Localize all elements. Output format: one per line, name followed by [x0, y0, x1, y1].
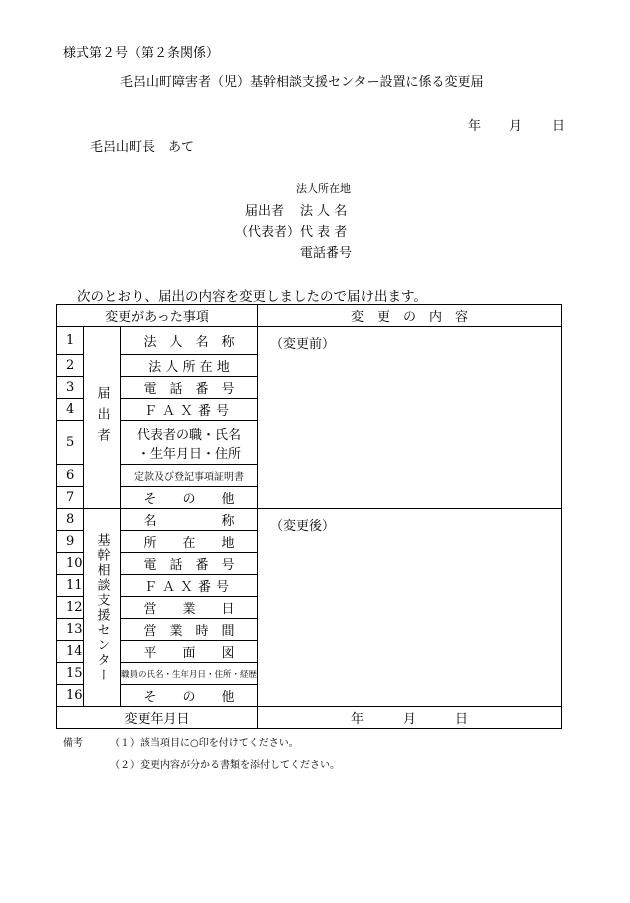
item-label: そ の 他: [121, 487, 258, 509]
row-number: 14: [57, 641, 84, 663]
item-label: 法 人 名 称: [121, 327, 258, 355]
item-label-line2: ・生年月日・住所: [137, 446, 242, 462]
note-item-2: （２）変更内容が分かる書類を添付してください。: [110, 760, 340, 771]
date-month: 月: [509, 119, 523, 134]
row-number: 6: [57, 465, 84, 487]
item-label: 定款及び登記事項証明書: [121, 465, 258, 487]
item-label: 所 在 地: [121, 531, 258, 553]
submitter-label: 届出者: [245, 204, 285, 219]
item-label: 営 業 時 間: [121, 619, 258, 641]
item-label: [121, 421, 258, 465]
row-number: 2: [57, 355, 84, 377]
date-year: 年: [468, 119, 482, 134]
item-label: 営 業 日: [121, 597, 258, 619]
row-number: 9: [57, 531, 84, 553]
item-label-line1: 代表者の職・氏名: [137, 427, 242, 443]
change-table: [56, 304, 562, 729]
change-date-label: 変更年月日: [57, 707, 258, 729]
item-label: 職員の氏名・生年月日・住所・経歴: [121, 663, 258, 685]
after-change-label: （変更後）: [270, 519, 336, 534]
note-item-1: （１）該当項目に○印を付けてください。: [110, 738, 299, 749]
representative-role-label: （代表者）: [235, 225, 301, 240]
row-number: 8: [57, 509, 84, 531]
corp-name-label: 法 人 名: [300, 204, 348, 219]
group-label-center: 基幹相談支援センター: [84, 509, 121, 707]
group-label-submitter: 届出者: [84, 327, 121, 509]
form-label: 様式第２号（第２条関係）: [63, 46, 220, 61]
item-label: ＦＡＸ番号: [121, 399, 258, 421]
item-label: そ の 他: [121, 685, 258, 707]
row-number: 4: [57, 399, 84, 421]
row-number: 7: [57, 487, 84, 509]
row-number: 5: [57, 421, 84, 465]
row-number: 10: [57, 553, 84, 575]
item-label: 名 称: [121, 509, 258, 531]
header-change-content: 変 更 の 内 容: [258, 305, 562, 327]
phone-label: 電話番号: [300, 246, 353, 261]
item-label: 平 面 図: [121, 641, 258, 663]
row-number: 3: [57, 377, 84, 399]
row-number: 11: [57, 575, 84, 597]
change-date-field[interactable]: 年 月 日: [258, 707, 562, 729]
intro-text: 次のとおり、届出の内容を変更しましたので届け出ます。: [77, 289, 427, 305]
row-number: 13: [57, 619, 84, 641]
row-number: 12: [57, 597, 84, 619]
addressee: 毛呂山町長 あて: [90, 140, 195, 155]
item-label: ＦＡＸ番号: [121, 575, 258, 597]
row-number: 1: [57, 327, 84, 355]
date-day: 日: [552, 119, 566, 134]
notes-label: 備考: [63, 738, 83, 749]
document-title: 毛呂山町障害者（児）基幹相談支援センター設置に係る変更届: [120, 75, 484, 90]
item-label: 電 話 番 号: [121, 377, 258, 399]
header-changed-items: 変更があった事項: [57, 305, 258, 327]
row-number: 15: [57, 663, 84, 685]
before-change-cell[interactable]: [258, 327, 562, 509]
item-label: 法 人 所 在 地: [121, 355, 258, 377]
after-change-cell[interactable]: [258, 509, 562, 707]
corp-address-label: 法人所在地: [296, 182, 351, 195]
representative-label: 代 表 者: [300, 225, 348, 240]
before-change-label: （変更前）: [270, 337, 336, 352]
row-number: 16: [57, 685, 84, 707]
item-label: 電 話 番 号: [121, 553, 258, 575]
